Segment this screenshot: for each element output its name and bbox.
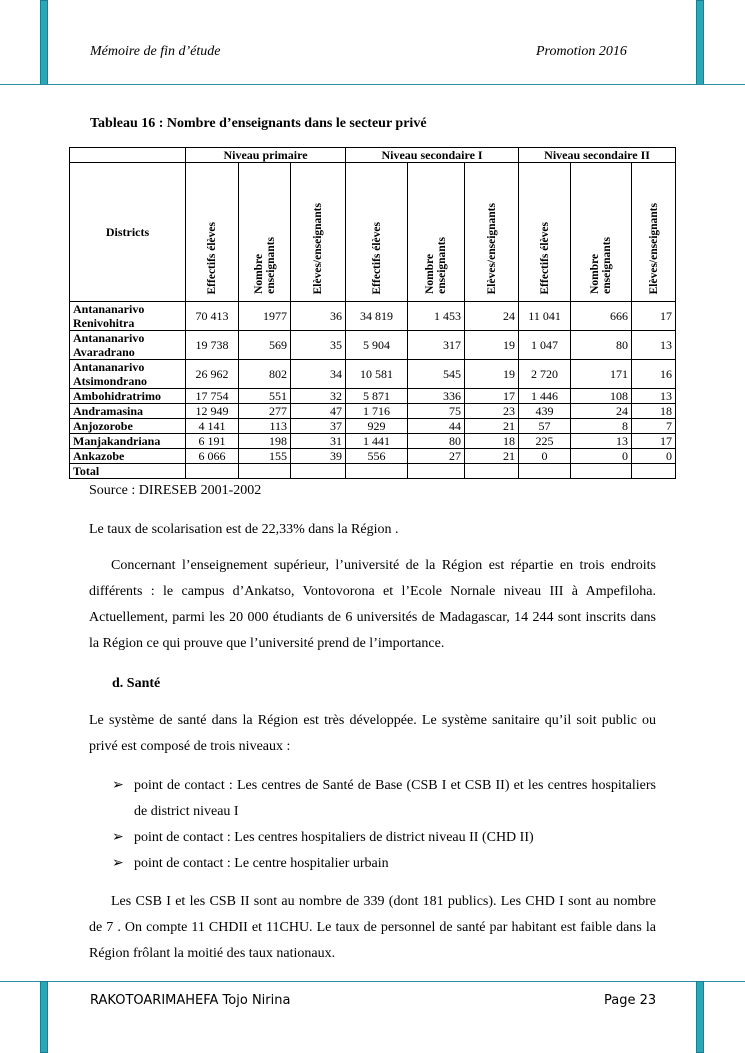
value-cell: 1 446 — [519, 389, 571, 404]
list-item — [112, 773, 656, 825]
header-bar-left — [40, 0, 48, 85]
subheader-cell — [465, 163, 519, 302]
table-title: Tableau 16 : Nombre d’enseignants dans le secteur privé — [90, 116, 427, 131]
district-name-cell: Anjozorobe — [70, 419, 186, 434]
subheader-cell — [632, 163, 676, 302]
empty-total-cell — [571, 464, 632, 479]
list-item — [112, 825, 656, 851]
arrow-bullet-icon: ➢ — [112, 778, 124, 793]
value-cell: 19 738 — [186, 331, 239, 360]
header-rule — [0, 84, 745, 85]
list-item-text: point de contact : Les centres de Santé de Base (CSB I et CSB II) et les centres hospitaliers de district niveau I — [134, 778, 656, 819]
district-name-cell: Antananarivo Avaradrano — [70, 331, 186, 360]
value-cell: 17 — [632, 434, 676, 449]
list-item-text: point de contact : Les centres hospitaliers de district niveau II (CHD II) — [134, 830, 534, 845]
header-right-text: Promotion 2016 — [536, 44, 627, 59]
value-cell: 108 — [571, 389, 632, 404]
value-cell: 666 — [571, 302, 632, 331]
empty-total-cell — [291, 464, 346, 479]
value-cell: 198 — [239, 434, 291, 449]
value-cell: 17 — [632, 302, 676, 331]
value-cell: 17 754 — [186, 389, 239, 404]
header-bar-right — [696, 0, 704, 85]
value-cell: 545 — [408, 360, 465, 389]
value-cell: 70 413 — [186, 302, 239, 331]
subheader-enseignants: Nombre enseignants — [424, 237, 449, 294]
district-name-cell: Ambohidratrimo — [70, 389, 186, 404]
value-cell: 47 — [291, 404, 346, 419]
footer-author: RAKOTOARIMAHEFA Tojo Nirina — [90, 993, 291, 1008]
empty-total-cell — [346, 464, 408, 479]
value-cell: 10 581 — [346, 360, 408, 389]
value-cell: 27 — [408, 449, 465, 464]
subheader-cell — [408, 163, 465, 302]
teachers-table — [69, 147, 676, 479]
value-cell: 21 — [465, 449, 519, 464]
group-header: Niveau primaire — [186, 148, 346, 163]
value-cell: 31 — [291, 434, 346, 449]
empty-total-cell — [519, 464, 571, 479]
list-item-text: point de contact : Le centre hospitalier urbain — [134, 856, 389, 871]
value-cell: 80 — [571, 331, 632, 360]
table-row — [70, 404, 676, 419]
table-row — [70, 389, 676, 404]
group-header: Niveau secondaire I — [346, 148, 519, 163]
district-name-cell: Antananarivo Atsimondrano — [70, 360, 186, 389]
paragraph-scolarisation: Le taux de scolarisation est de 22,33% dans la Région . — [89, 522, 399, 537]
table-row — [70, 449, 676, 464]
table-row — [70, 434, 676, 449]
value-cell: 277 — [239, 404, 291, 419]
value-cell: 13 — [571, 434, 632, 449]
table-body — [70, 302, 676, 479]
value-cell: 802 — [239, 360, 291, 389]
value-cell: 0 — [632, 449, 676, 464]
value-cell: 556 — [346, 449, 408, 464]
value-cell: 24 — [571, 404, 632, 419]
value-cell: 11 041 — [519, 302, 571, 331]
footer-bar-left — [40, 981, 48, 1053]
footer-bar-right — [696, 981, 704, 1053]
value-cell: 5 904 — [346, 331, 408, 360]
value-cell: 36 — [291, 302, 346, 331]
district-name-cell: Antananarivo Renivohitra — [70, 302, 186, 331]
paragraph-systeme-sante: Le système de santé dans la Région est très développée. Le système sanitaire qu’il soit public ou privé est composé de trois niveaux : — [89, 713, 656, 754]
value-cell: 2 720 — [519, 360, 571, 389]
table-total-row — [70, 464, 676, 479]
subheader-cell — [291, 163, 346, 302]
subheader-cell — [519, 163, 571, 302]
value-cell: 34 819 — [346, 302, 408, 331]
value-cell: 336 — [408, 389, 465, 404]
value-cell: 6 191 — [186, 434, 239, 449]
value-cell: 19 — [465, 360, 519, 389]
value-cell: 80 — [408, 434, 465, 449]
value-cell: 17 — [465, 389, 519, 404]
paragraph-enseignement-superieur: Concernant l’enseignement supérieur, l’université de la Région est répartie en trois endroits différents : le campus d’Ankatso, Vontovorona et l’Ecole Nornale niveau III à Ampefiloha. Actuellement, parmi les 20 000 étudiants de 6 universités de Madagascar, 14 244 sont inscrits dans la Région ce qui prouve que l’université prend de l’importance. — [89, 558, 656, 651]
value-cell: 6 066 — [186, 449, 239, 464]
value-cell: 1977 — [239, 302, 291, 331]
header-left-text: Mémoire de fin d’étude — [90, 44, 221, 59]
value-cell: 35 — [291, 331, 346, 360]
subheader-cell — [571, 163, 632, 302]
value-cell: 0 — [571, 449, 632, 464]
value-cell: 37 — [291, 419, 346, 434]
value-cell: 16 — [632, 360, 676, 389]
value-cell: 929 — [346, 419, 408, 434]
value-cell: 75 — [408, 404, 465, 419]
subheader-effectifs: Effectifs élèves — [206, 221, 218, 294]
value-cell: 13 — [632, 331, 676, 360]
value-cell: 439 — [519, 404, 571, 419]
value-cell: 24 — [465, 302, 519, 331]
table-subheader-row — [70, 163, 676, 302]
empty-total-cell — [239, 464, 291, 479]
section-heading-sante: d. Santé — [112, 676, 161, 691]
value-cell: 551 — [239, 389, 291, 404]
table-group-header-row — [70, 148, 676, 163]
value-cell: 5 871 — [346, 389, 408, 404]
value-cell: 225 — [519, 434, 571, 449]
empty-total-cell — [465, 464, 519, 479]
table-corner-cell — [70, 148, 186, 163]
value-cell: 155 — [239, 449, 291, 464]
value-cell: 569 — [239, 331, 291, 360]
value-cell: 13 — [632, 389, 676, 404]
value-cell: 171 — [571, 360, 632, 389]
district-name-cell: Manjakandriana — [70, 434, 186, 449]
table-source: Source : DIRESEB 2001-2002 — [89, 483, 262, 498]
empty-total-cell — [408, 464, 465, 479]
value-cell: 26 962 — [186, 360, 239, 389]
value-cell: 57 — [519, 419, 571, 434]
value-cell: 4 141 — [186, 419, 239, 434]
empty-total-cell — [632, 464, 676, 479]
value-cell: 18 — [465, 434, 519, 449]
subheader-effectifs: Effectifs élèves — [370, 221, 383, 294]
value-cell: 1 453 — [408, 302, 465, 331]
value-cell: 1 047 — [519, 331, 571, 360]
value-cell: 7 — [632, 419, 676, 434]
table-row — [70, 419, 676, 434]
table-row — [70, 331, 676, 360]
table-row — [70, 360, 676, 389]
value-cell: 44 — [408, 419, 465, 434]
arrow-bullet-icon: ➢ — [112, 830, 124, 845]
footer-page-number: Page 23 — [604, 993, 657, 1008]
footer-rule — [0, 981, 745, 982]
value-cell: 113 — [239, 419, 291, 434]
value-cell: 317 — [408, 331, 465, 360]
value-cell: 8 — [571, 419, 632, 434]
subheader-ratio: Elèves/enseignants — [485, 202, 498, 294]
group-header: Niveau secondaire II — [519, 148, 676, 163]
subheader-cell — [346, 163, 408, 302]
arrow-bullet-icon: ➢ — [112, 856, 124, 871]
subheader-enseignants: Nombre enseignants — [589, 237, 614, 294]
value-cell: 23 — [465, 404, 519, 419]
empty-total-cell — [186, 464, 239, 479]
total-label-cell: Total — [70, 464, 186, 479]
districts-header: Districts — [70, 163, 186, 302]
value-cell: 32 — [291, 389, 346, 404]
value-cell: 12 949 — [186, 404, 239, 419]
subheader-ratio: Elèves/enseignants — [312, 202, 325, 294]
subheader-enseignants: Nombre enseignants — [252, 237, 277, 294]
paragraph-csb: Les CSB I et les CSB II sont au nombre de 339 (dont 181 publics). Les CHD I sont au nombre de 7 . On compte 11 CHDII et 11CHU. Le taux de personnel de santé par habitant est faible dans la Région frôlant la moitié des taux nationaux. — [89, 894, 656, 961]
list-item — [112, 851, 656, 877]
value-cell: 39 — [291, 449, 346, 464]
value-cell: 1 441 — [346, 434, 408, 449]
table-row — [70, 302, 676, 331]
value-cell: 0 — [519, 449, 571, 464]
value-cell: 34 — [291, 360, 346, 389]
subheader-ratio: Elèves/enseignants — [647, 202, 660, 294]
value-cell: 21 — [465, 419, 519, 434]
subheader-cell — [186, 163, 239, 302]
subheader-effectifs: Effectifs élèves — [538, 221, 551, 294]
subheader-cell — [239, 163, 291, 302]
value-cell: 1 716 — [346, 404, 408, 419]
district-name-cell: Ankazobe — [70, 449, 186, 464]
district-name-cell: Andramasina — [70, 404, 186, 419]
value-cell: 18 — [632, 404, 676, 419]
value-cell: 19 — [465, 331, 519, 360]
